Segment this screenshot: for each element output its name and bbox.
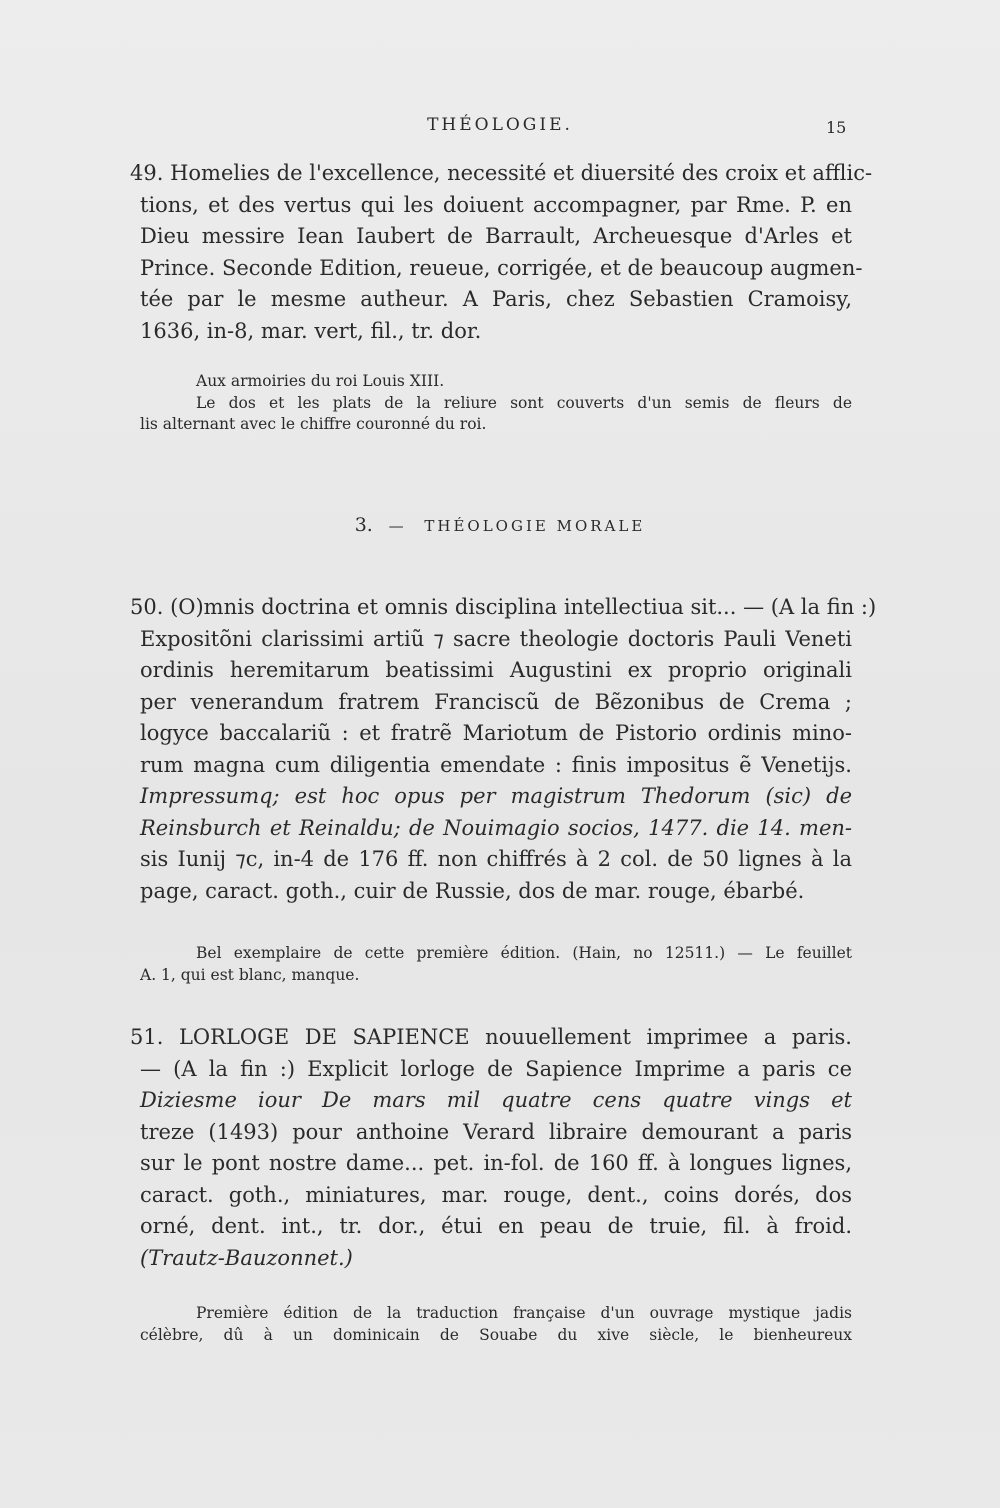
- note-line: Le dos et les plats de la reliure sont couverts d'un semis de fleurs de: [196, 393, 852, 412]
- entry-51-line: orné, dent. int., tr. dor., étui en peau de truie, fil. à froid.: [140, 1214, 852, 1238]
- note-line: célèbre, dû à un dominicain de Souabe du xive siècle, le bienheureux: [140, 1325, 852, 1344]
- entry-50-line: per venerandum fratrem Franciscũ de Bẽzonibus de Crema ;: [140, 689, 852, 714]
- entry-51-line: — (A la fin :) Explicit lorloge de Sapience Imprime a paris ce: [140, 1056, 852, 1081]
- running-title: THÉOLOGIE.: [427, 115, 573, 135]
- entry-51-line: Diziesme iour De mars mil quatre cens quatre vings et: [140, 1088, 852, 1112]
- entry-49-line: Prince. Seconde Edition, reueue, corrigée, et de beaucoup augmen-: [140, 255, 863, 280]
- note-line: lis alternant avec le chiffre couronné du roi.: [140, 415, 487, 433]
- entry-50: [130, 592, 877, 907]
- note-line: Aux armoiries du roi Louis XIII.: [196, 372, 445, 390]
- entry-51: [130, 1022, 852, 1274]
- entry-50-line: Expositõni clarissimi artiũ ⁊ sacre theologie doctoris Pauli Veneti: [140, 626, 852, 651]
- section-number: 3.: [354, 514, 373, 536]
- entry-51-line: sur le pont nostre dame... pet. in-fol. de 160 ff. à longues lignes,: [140, 1151, 852, 1175]
- section-dash: —: [388, 517, 407, 535]
- entry-50-text: [130, 592, 877, 907]
- entry-50-line: sis Iunij ⁊c, in-4 de 176 ff. non chiffrés à 2 col. de 50 lignes à la: [140, 847, 852, 871]
- page-number: 15: [826, 118, 847, 137]
- note-line: Bel exemplaire de cette première édition. (Hain, no 12511.) — Le feuillet: [196, 944, 852, 962]
- entry-50-line: logyce baccalariũ : et fratrẽ Mariotum de Pistorio ordinis mino-: [140, 721, 852, 745]
- entry-49-note: [140, 371, 852, 436]
- section-heading: [0, 514, 1000, 536]
- entry-51-text: [130, 1022, 852, 1274]
- entry-50-line: ordinis heremitarum beatissimi Augustini ex proprio originali: [140, 658, 852, 682]
- entry-50-line: 50. (O)mnis doctrina et omnis disciplina intellectiua sit... — (A la fin :): [130, 595, 877, 619]
- entry-51-note: [140, 1303, 852, 1346]
- entry-51-line: (Trautz-Bauzonnet.): [140, 1245, 353, 1270]
- entry-51-line: treze (1493) pour anthoine Verard libraire demourant a paris: [140, 1119, 852, 1144]
- entry-49-line: tée par le mesme autheur. A Paris, chez Sebastien Cramoisy,: [140, 287, 852, 311]
- entry-50-line: Reinsburch et Reinaldu; de Nouimagio socios, 1477. die 14. men-: [140, 815, 852, 840]
- entry-49-line: 1636, in-8, mar. vert, fil., tr. dor.: [140, 318, 482, 343]
- entry-51-line: 51. LORLOGE DE SAPIENCE nouuellement imprimee a paris.: [130, 1025, 852, 1049]
- note-line: A. 1, qui est blanc, manque.: [140, 965, 360, 984]
- entry-49-line: 49. Homelies de l'excellence, necessité et diuersité des croix et afflic-: [130, 161, 873, 185]
- entry-50-note: [140, 943, 852, 986]
- entry-51-line: caract. goth., miniatures, mar. rouge, dent., coins dorés, dos: [140, 1182, 852, 1207]
- note-line: Première édition de la traduction française d'un ouvrage mystique jadis: [196, 1304, 852, 1322]
- entry-49-line: tions, et des vertus qui les doiuent accompagner, par Rme. P. en: [140, 192, 852, 217]
- entry-49-text: [130, 158, 873, 347]
- entry-49-line: Dieu messire Iean Iaubert de Barrault, Archeuesque d'Arles et: [140, 224, 852, 248]
- entry-50-line: page, caract. goth., cuir de Russie, dos de mar. rouge, ébarbé.: [140, 878, 805, 903]
- section-title: THÉOLOGIE MORALE: [424, 517, 646, 535]
- entry-49: [130, 158, 873, 347]
- entry-50-line: rum magna cum diligentia emendate : finis impositus ẽ Venetijs.: [140, 752, 852, 777]
- entry-50-line: Impressumq; est hoc opus per magistrum Thedorum (sic) de: [140, 784, 852, 808]
